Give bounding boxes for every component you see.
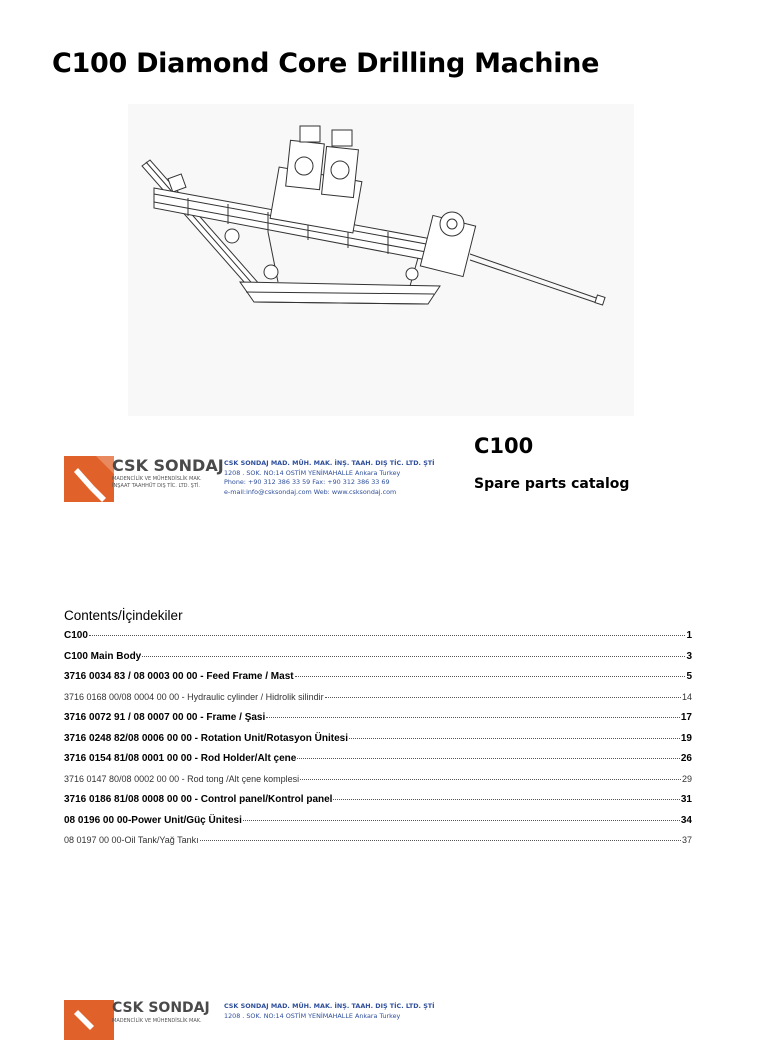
toc-entry-label: 3716 0034 83 / 08 0003 00 00 - Feed Frame / Mast [64, 671, 294, 682]
toc-entry-page: 26 [680, 753, 692, 764]
footer-company-name: CSK SONDAJ MAD. MÜH. MAK. İNŞ. TAAH. DIŞ TİC. LTD. ŞTİ [224, 1002, 435, 1010]
toc-leader-dots [266, 717, 680, 718]
toc-entry[interactable] [64, 753, 692, 774]
toc-entry[interactable] [64, 692, 692, 713]
toc-leader-dots [243, 820, 680, 821]
logo-subtitle-2: İNŞAAT TAAHHÜT DIŞ TİC. LTD. ŞTİ. [112, 483, 200, 489]
toc-entry-label: 08 0196 00 00-Power Unit/Güç Ünitesi [64, 814, 242, 826]
toc-entry-page: 34 [680, 814, 692, 826]
toc-entry-page: 1 [686, 630, 692, 641]
machine-drawing [128, 104, 634, 416]
toc-entry-label: 3716 0072 91 / 08 0007 00 00 - Frame / Şasi [64, 712, 266, 723]
toc-entry-page: 5 [686, 671, 692, 682]
toc-leader-dots [333, 799, 679, 800]
toc-leader-dots [325, 697, 681, 698]
toc-entry-page: 17 [680, 712, 692, 723]
toc-entry-label: 3716 0248 82/08 0006 00 00 - Rotation Unit/Rotasyon Ünitesi [64, 732, 349, 744]
toc-entry-page: 37 [681, 835, 692, 845]
toc-leader-dots [300, 779, 681, 780]
toc-entry-label: 3716 0186 81/08 0008 00 00 - Control panel/Kontrol panel [64, 794, 333, 805]
toc-entry[interactable] [64, 712, 692, 733]
toc-entry[interactable] [64, 794, 692, 815]
toc-entry-label: C100 [64, 630, 88, 641]
footer-logo-subtitle: MADENCİLİK VE MÜHENDİSLİK MAK. [112, 1018, 202, 1024]
company-web: e-mail:info@csksondaj.com Web: www.csksondaj.com [224, 487, 397, 496]
logo-subtitle-1: MADENCİLİK VE MÜHENDİSLİK MAK. [112, 476, 202, 482]
footer-logo-mark-icon [64, 1000, 114, 1040]
toc-entry-page: 3 [686, 650, 692, 662]
footer-company-info [224, 1002, 435, 1021]
toc-entry[interactable] [64, 651, 692, 672]
toc-entry-page: 14 [681, 691, 692, 702]
toc-entry[interactable] [64, 671, 692, 692]
toc-entry-label: 3716 0147 80/08 0002 00 00 - Rod tong /Alt çene komplesi [64, 773, 300, 784]
toc-entry-label: 3716 0168 00/08 0004 00 00 - Hydraulic cylinder / Hidrolik silindir [64, 691, 324, 702]
toc-entry[interactable] [64, 835, 692, 856]
toc-leader-dots [142, 656, 685, 657]
logo-mark-icon [64, 456, 114, 502]
toc-leader-dots [200, 840, 681, 841]
footer-logo [64, 1000, 210, 1040]
cover-subtitle: Spare parts catalog [474, 476, 630, 492]
toc-entry-page: 31 [680, 794, 692, 805]
company-address: 1208 . SOK. NO:14 OSTİM YENİMAHALLE Ankara Turkey [224, 468, 401, 477]
footer-company-address: 1208 . SOK. NO:14 OSTİM YENİMAHALLE Ankara Turkey [224, 1011, 401, 1020]
company-logo [64, 456, 224, 508]
logo-name: CSK SONDAJ [112, 456, 224, 475]
toc-entry[interactable] [64, 733, 692, 754]
company-name: CSK SONDAJ MAD. MÜH. MAK. İNŞ. TAAH. DIŞ TİC. LTD. ŞTİ [224, 459, 435, 467]
toc-entry[interactable] [64, 630, 692, 651]
page-title: C100 Diamond Core Drilling Machine [52, 48, 600, 79]
toc-leader-dots [295, 676, 686, 677]
toc-entry-page: 29 [681, 773, 692, 784]
toc-entry[interactable] [64, 815, 692, 836]
table-of-contents [64, 630, 692, 856]
contents-heading: Contents/İçindekiler [64, 608, 183, 623]
drill-rig-illustration [128, 104, 634, 416]
footer-logo-name: CSK SONDAJ [112, 1000, 210, 1016]
toc-entry-page: 19 [680, 732, 692, 744]
cover-model-code: C100 [474, 434, 534, 458]
toc-entry-label: C100 Main Body [64, 650, 142, 662]
company-phone: Phone: +90 312 386 33 59 Fax: +90 312 386 33 69 [224, 478, 390, 486]
toc-entry-label: 3716 0154 81/08 0001 00 00 - Rod Holder/Alt çene [64, 753, 297, 764]
toc-leader-dots [349, 738, 680, 739]
toc-leader-dots [89, 635, 686, 636]
toc-entry[interactable] [64, 774, 692, 795]
company-info [224, 459, 435, 497]
toc-entry-label: 08 0197 00 00-Oil Tank/Yağ Tankı [64, 835, 199, 845]
toc-leader-dots [297, 758, 680, 759]
